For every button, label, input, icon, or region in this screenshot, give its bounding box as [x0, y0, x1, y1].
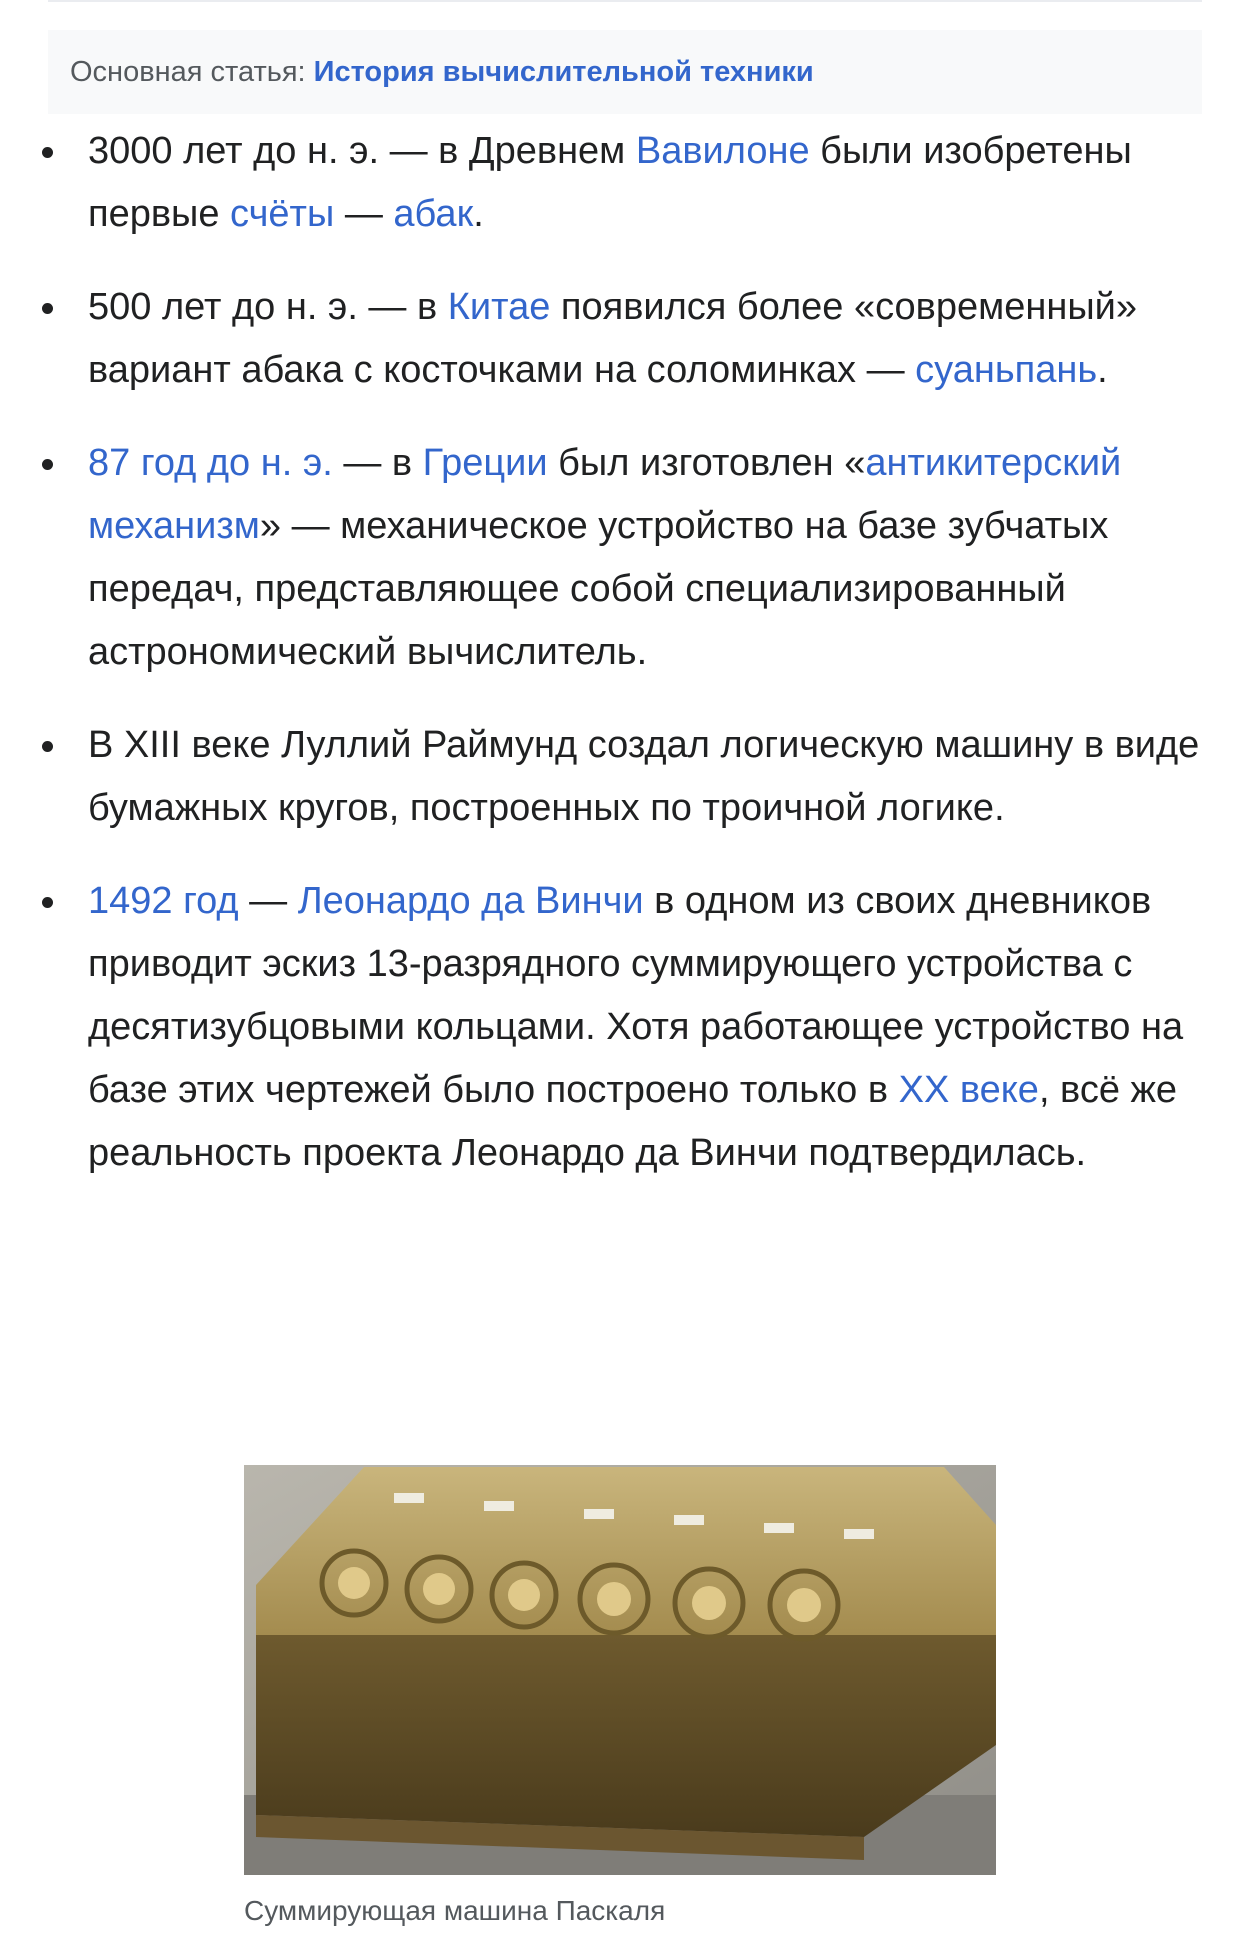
hatnote [48, 30, 1202, 114]
wiki-link[interactable]: Вавилоне [635, 130, 810, 172]
wiki-link[interactable]: суаньпань [915, 349, 1098, 391]
bullet-icon [42, 303, 53, 314]
figure [244, 1465, 996, 1927]
event-text: В XIII веке Луллий Раймунд создал логическую машину в виде бумажных кругов, построенных по троичной логике. [88, 724, 1200, 829]
wiki-link[interactable]: абак [393, 193, 474, 235]
bullet-icon [42, 897, 53, 908]
wiki-link[interactable]: Леонардо да Винчи [297, 880, 644, 922]
event-text: , всё же реальность проекта Леонардо да Винчи подтвердилась. [88, 1069, 1178, 1174]
wiki-link[interactable]: 1492 год [88, 880, 239, 922]
pascaline-photo[interactable] [244, 1465, 996, 1875]
event-item [0, 714, 1208, 840]
event-text: 3000 лет до н. э. — в Древнем [88, 130, 636, 172]
hatnote-prefix: Основная статья: [70, 55, 306, 88]
event-item [0, 432, 1208, 684]
figure-caption: Суммирующая машина Паскаля [244, 1895, 666, 1926]
event-text: были изобретены первые [88, 130, 1132, 235]
wiki-link[interactable]: XX веке [898, 1069, 1039, 1111]
events-list [0, 120, 1242, 1215]
event-item [0, 870, 1208, 1185]
event-item [0, 120, 1208, 246]
event-text: . [473, 193, 484, 235]
event-text: — [238, 880, 298, 922]
wiki-link[interactable]: Китае [447, 286, 551, 328]
event-text: был изготовлен « [547, 442, 866, 484]
bullet-icon [42, 741, 53, 752]
wiki-link[interactable]: счёты [230, 193, 335, 235]
wiki-link[interactable]: 87 год до н. э. [88, 442, 333, 484]
top-divider [48, 0, 1202, 2]
hatnote-main-article-link[interactable]: История вычислительной техники [313, 55, 814, 88]
event-text: 500 лет до н. э. — в [88, 286, 448, 328]
event-item [0, 276, 1208, 402]
bullet-icon [42, 459, 53, 470]
event-text: — [334, 193, 394, 235]
event-text: . [1097, 349, 1108, 391]
event-text: в одном из своих дневников приводит эскиз 13-разрядного суммирующего устройства с десятизубцовыми кольцами. Хотя работающее устройство на базе этих чертежей было построено только в [88, 880, 1184, 1111]
wiki-link[interactable]: Греции [422, 442, 548, 484]
bullet-icon [42, 147, 53, 158]
event-text: » — механическое устройство на базе зубчатых передач, представляющее собой специализированный астрономический вычислитель. [88, 505, 1109, 673]
event-text: появился более «современный» вариант абака с косточками на соломинках — [88, 286, 1138, 391]
machine-front [256, 1635, 996, 1837]
wiki-link[interactable]: антикитерский механизм [88, 442, 1122, 547]
event-text: — в [332, 442, 423, 484]
